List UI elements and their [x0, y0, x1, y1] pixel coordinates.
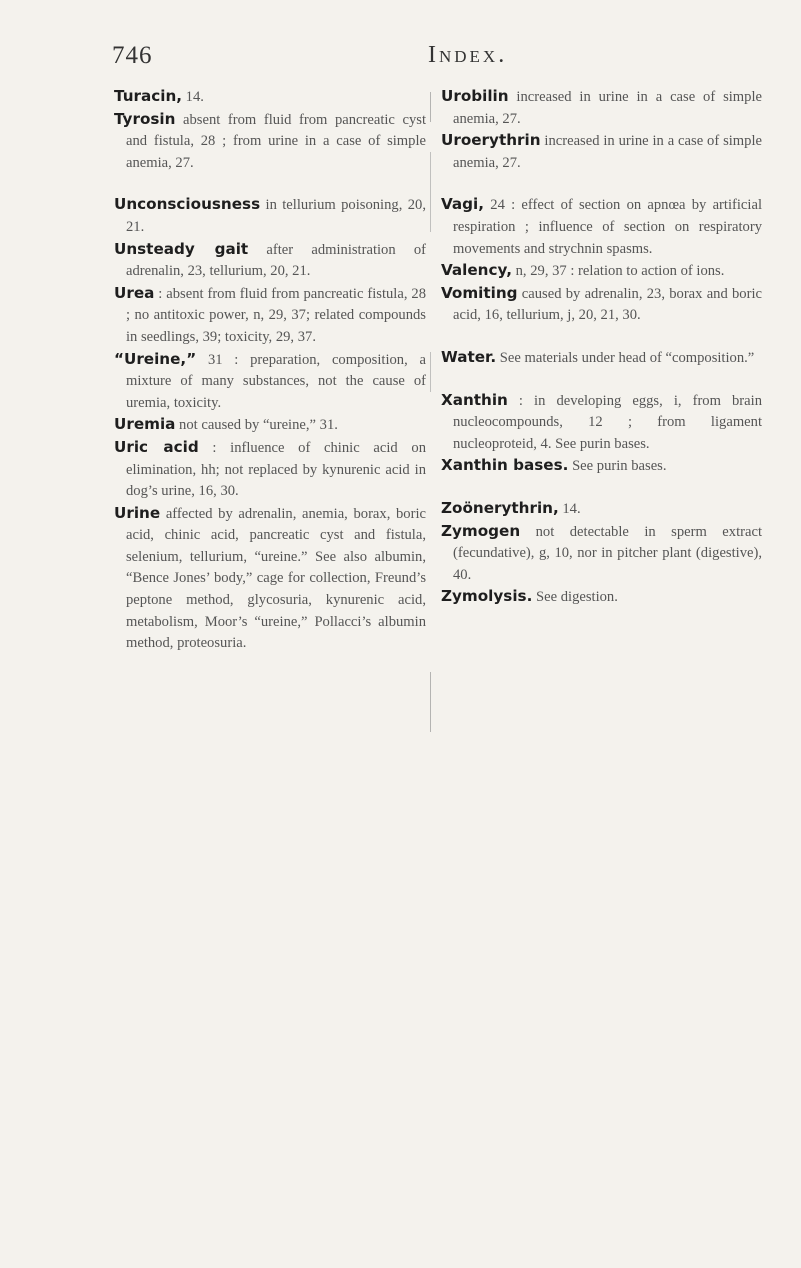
index-text: : absent from fluid from pancreatic fistula, 28 ; no antitoxic power, n, 29, 37; related compounds in seedlings, 39; toxicity, 29, 37.	[126, 285, 426, 345]
index-text: See digestion.	[532, 589, 618, 606]
index-text: after administration of adrenalin, 23, tellurium, 20, 21.	[126, 241, 427, 280]
index-entry	[114, 86, 426, 109]
index-text: 24 : effect of section on apnœa by artificial respiration ; influence of section on respiratory movements and strychnin spasms.	[453, 197, 762, 257]
index-text: in tellurium poisoning, 20, 21.	[126, 197, 426, 235]
index-text: See purin bases.	[568, 458, 667, 475]
index-entry	[114, 503, 426, 655]
index-text: not caused by “ureine,” 31.	[175, 417, 338, 434]
index-term: Unsteady gait	[114, 239, 249, 258]
index-term: Xanthin	[441, 390, 508, 409]
index-text: n, 29, 37 : relation to action of ions.	[511, 263, 725, 280]
index-term: Zoönerythrin,	[441, 498, 559, 517]
index-term: Valency,	[441, 261, 512, 280]
index-term: Water.	[441, 347, 497, 366]
index-term: Unconsciousness	[114, 195, 261, 214]
index-term: Urobilin	[441, 87, 509, 105]
index-term: Urine	[114, 503, 161, 522]
running-head: Index.	[428, 42, 508, 68]
index-term: Turacin,	[114, 87, 183, 105]
index-term: “Ureine,”	[114, 349, 197, 368]
index-entry	[441, 260, 762, 283]
page-header	[0, 38, 801, 78]
index-text: not detectable in sperm extract (fecundative), g, 10, nor in pitcher plant (digestive), 40.	[453, 523, 762, 583]
index-term: Urea	[114, 283, 155, 302]
index-text: : in developing eggs, i, from brain nucleocompounds, 12 ; from ligament nucleoproteid, 4. See purin bases.	[453, 392, 762, 452]
index-entry	[441, 455, 762, 478]
index-text: increased in urine in a case of simple anemia, 27.	[453, 89, 762, 127]
index-entry	[441, 347, 762, 370]
index-entry	[114, 437, 426, 503]
index-column-left	[114, 86, 426, 655]
index-text: absent from fluid from pancreatic cyst and fistula, 28 ; from urine in a case of simple anemia, 27.	[126, 111, 426, 171]
index-entry	[441, 498, 762, 521]
index-entry	[114, 414, 426, 437]
index-text: See materials under head of “composition.”	[496, 349, 755, 366]
index-term: Zymolysis.	[441, 587, 533, 606]
index-text: 14.	[558, 500, 581, 517]
index-term: Tyrosin	[114, 109, 176, 128]
index-entry	[441, 130, 762, 174]
index-entry	[441, 86, 762, 130]
index-entry	[441, 521, 762, 587]
index-text: 14.	[182, 89, 204, 105]
index-entry	[114, 109, 426, 175]
index-term: Uric acid	[114, 437, 199, 456]
page-number: 746	[112, 42, 153, 69]
index-text: 31 : preparation, composition, a mixture of many substances, not the cause of uremia, toxicity.	[126, 351, 426, 411]
index-term: Vomiting	[441, 283, 518, 302]
index-entry	[114, 349, 426, 415]
index-term: Vagi,	[441, 195, 485, 214]
column-divider	[430, 92, 431, 732]
index-entry	[114, 283, 426, 349]
index-entry	[441, 194, 762, 260]
index-text: caused by adrenalin, 23, borax and boric acid, 16, tellurium, j, 20, 21, 30.	[453, 285, 762, 324]
index-term: Uremia	[114, 415, 176, 434]
index-text: : influence of chinic acid on elimination, hh; not replaced by kynurenic acid in dog’s urine, 16, 30.	[126, 439, 426, 500]
index-text: affected by adrenalin, anemia, borax, boric acid, chinic acid, pancreatic cyst and fistula, selenium, tellurium, “ureine.” See also albumin, “Bence Jones’ body,” cage for collection, Freund’s peptone method, glycosuria, kynurenic acid, metabolism, Moor’s “ureine,” Pollacci’s albumin method, proteosuria.	[126, 505, 426, 652]
index-entry	[441, 586, 762, 609]
index-entry	[441, 390, 762, 456]
index-term: Uroerythrin	[441, 131, 541, 150]
index-entry	[114, 194, 426, 238]
index-entry	[114, 239, 426, 283]
index-term: Zymogen	[441, 521, 521, 540]
index-column-right	[441, 86, 762, 609]
index-entry	[441, 283, 762, 327]
index-term: Xanthin bases.	[441, 456, 569, 475]
index-text: increased in urine in a case of simple anemia, 27.	[453, 133, 762, 171]
